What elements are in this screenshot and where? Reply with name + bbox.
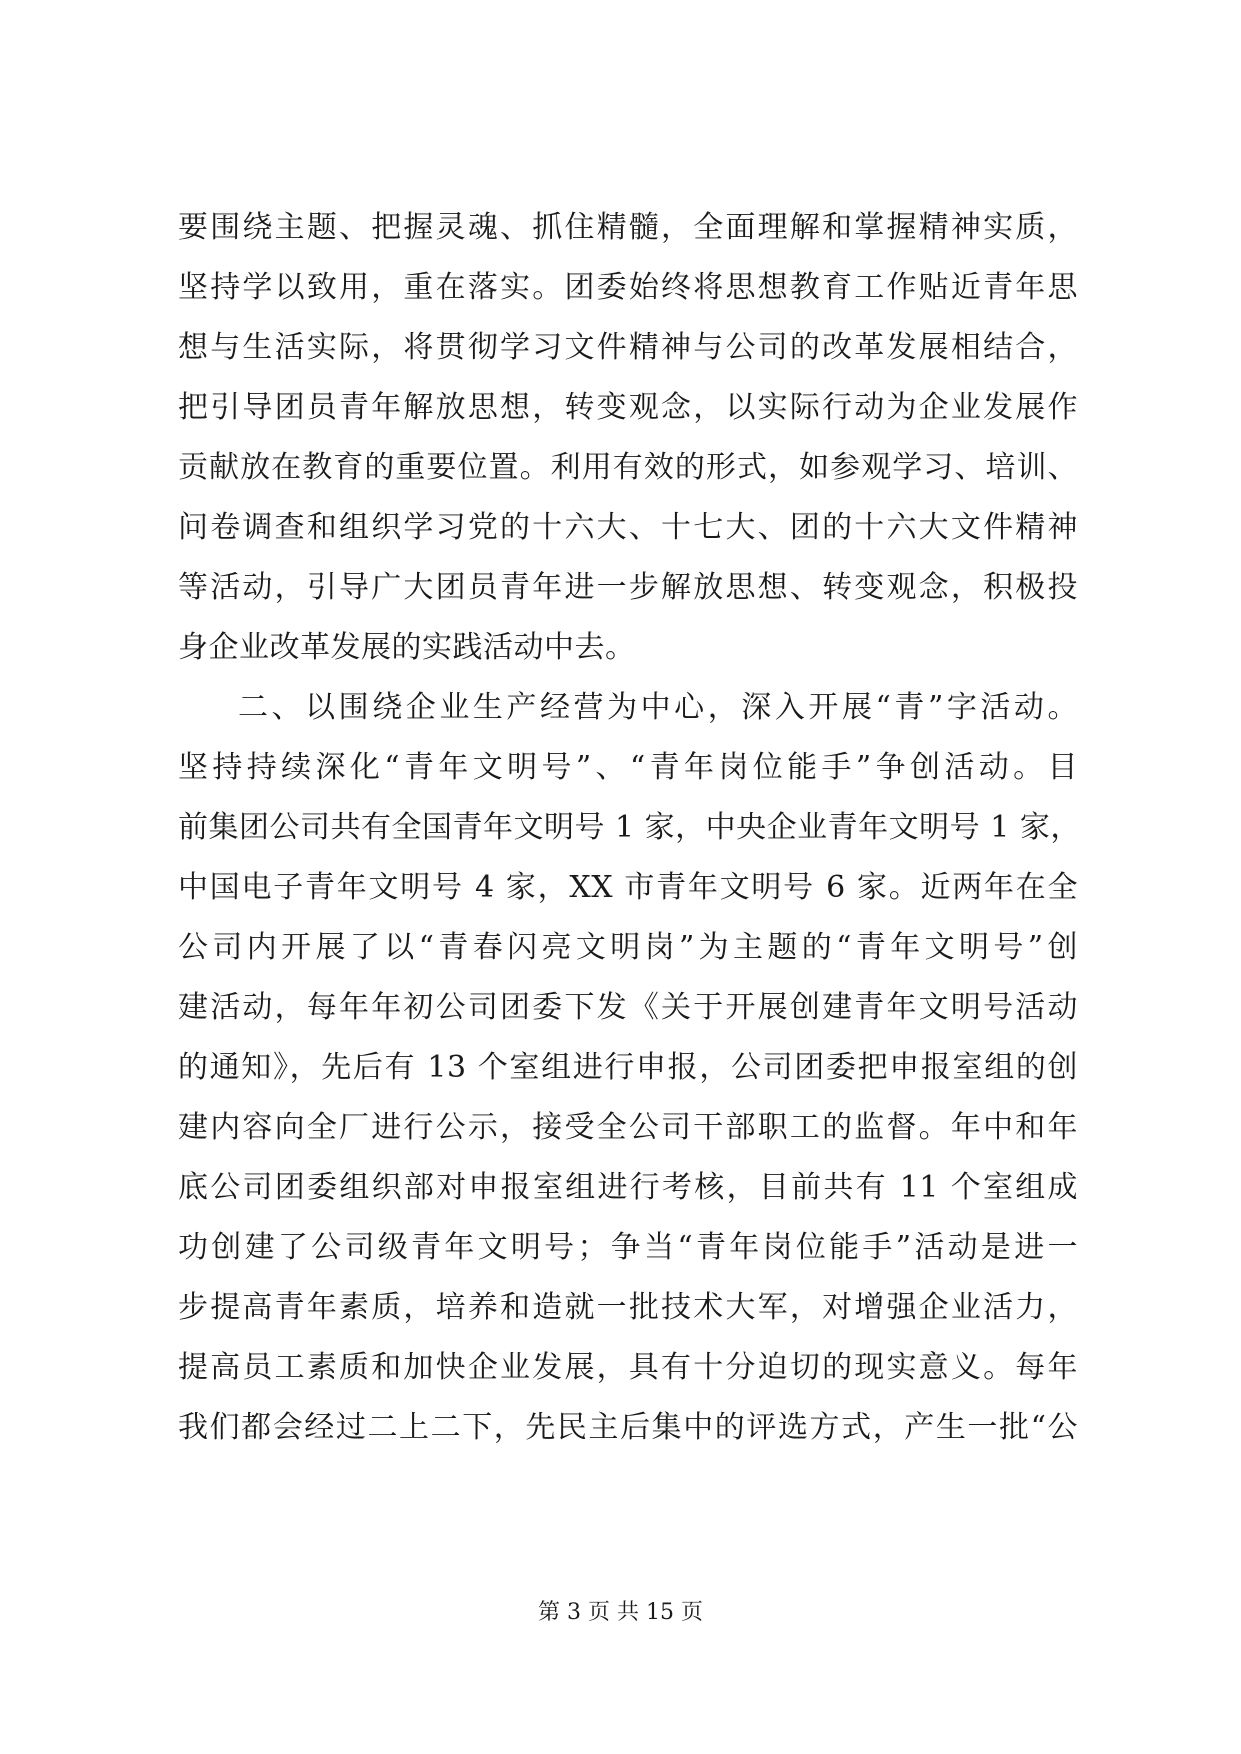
- text-line: 的通知》，先后有 13 个室组进行申报，公司团委把申报室组的创: [178, 1050, 1078, 1085]
- text-line: 要围绕主题、把握灵魂、抓住精髓，全面理解和掌握精神实质，: [178, 210, 1078, 245]
- text-line: 前集团公司共有全国青年文明号 1 家，中央企业青年文明号 1 家，: [178, 810, 1081, 845]
- text-line: 底公司团委组织部对申报室组进行考核，目前共有 11 个室组成: [178, 1170, 1078, 1205]
- text-line: 坚持学以致用，重在落实。团委始终将思想教育工作贴近青年思: [178, 270, 1078, 305]
- text-line: 把引导团员青年解放思想，转变观念，以实际行动为企业发展作: [178, 390, 1078, 425]
- text-line: 想与生活实际，将贯彻学习文件精神与公司的改革发展相结合，: [178, 330, 1078, 365]
- text-line: 坚持持续深化“青年文明号”、“青年岗位能手”争创活动。目: [178, 750, 1078, 785]
- text-line: 身企业改革发展的实践活动中去。: [178, 630, 636, 665]
- text-line: 等活动，引导广大团员青年进一步解放思想、转变观念，积极投: [178, 570, 1078, 605]
- text-line: 公司内开展了以“青春闪亮文明岗”为主题的“青年文明号”创: [178, 930, 1078, 965]
- text-line: 问卷调查和组织学习党的十六大、十七大、团的十六大文件精神: [178, 510, 1078, 545]
- paragraph-2: [178, 678, 1081, 1458]
- text-line: 步提高青年素质，培养和造就一批技术大军，对增强企业活力，: [178, 1290, 1078, 1325]
- text-line: 建活动，每年年初公司团委下发《关于开展创建青年文明号活动: [178, 990, 1078, 1025]
- text-line: 我们都会经过二上二下，先民主后集中的评选方式，产生一批“公: [178, 1410, 1078, 1445]
- text-line: 二、以围绕企业生产经营为中心，深入开展“青”字活动。: [238, 690, 1078, 725]
- page-number: 第 3 页 共 15 页: [538, 1600, 703, 1625]
- paragraph-1: [178, 198, 1078, 678]
- text-line: 建内容向全厂进行公示，接受全公司干部职工的监督。年中和年: [178, 1110, 1078, 1145]
- text-line: 提高员工素质和加快企业发展，具有十分迫切的现实意义。每年: [178, 1350, 1078, 1385]
- text-line: 贡献放在教育的重要位置。利用有效的形式，如参观学习、培训、: [178, 450, 1078, 485]
- text-line: 功创建了公司级青年文明号；争当“青年岗位能手”活动是进一: [178, 1230, 1078, 1265]
- text-line: 中国电子青年文明号 4 家，XX 市青年文明号 6 家。近两年在全: [178, 870, 1078, 905]
- document-body: [178, 198, 1081, 1458]
